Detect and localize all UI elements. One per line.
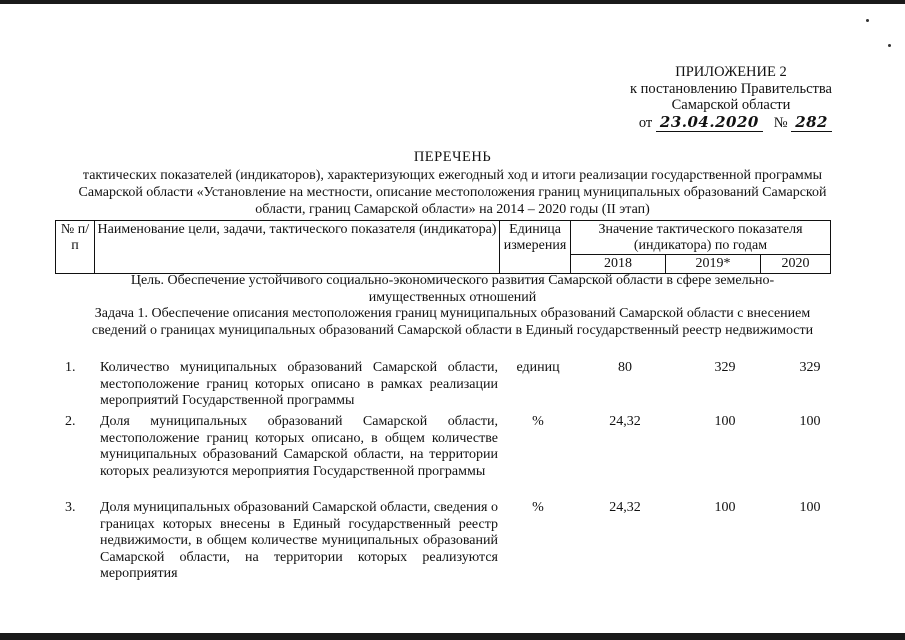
row-value-2019: 329 xyxy=(714,360,736,375)
col-header-num: № п/п xyxy=(56,221,95,274)
appendix-title: ПРИЛОЖЕНИЕ 2 xyxy=(675,64,787,80)
row-unit: % xyxy=(532,414,544,429)
scan-border-top xyxy=(0,0,905,4)
row-value-2020: 100 xyxy=(799,414,821,429)
row-name: Количество муниципальных образований Самарской области, местоположение границ которых описано в рамках реализации мероприятий Государственной программы xyxy=(100,360,498,408)
col-header-year-2020: 2020 xyxy=(761,255,831,274)
row-value-2020: 329 xyxy=(799,360,821,375)
row-num: 1. xyxy=(65,360,76,375)
goal-label: Цель. Обеспечение устойчивого социально-экономического развития Самарской области в сфере земельно-имущественных отношений xyxy=(130,273,775,305)
row-unit: единиц xyxy=(516,360,560,375)
document-title: ПЕРЕЧЕНЬ xyxy=(413,149,492,165)
row-value-2020: 100 xyxy=(799,500,821,515)
col-header-values-group: Значение тактического показателя (индикатора) по годам xyxy=(571,221,831,255)
row-value-2019: 100 xyxy=(714,500,736,515)
handwritten-date: 23.04.2020 xyxy=(656,113,763,132)
col-header-year-2019: 2019* xyxy=(666,255,761,274)
col-header-name: Наименование цели, задачи, тактического показателя (индикатора) xyxy=(95,221,500,274)
row-value-2018: 24,32 xyxy=(609,500,641,515)
col-header-year-2018: 2018 xyxy=(571,255,666,274)
number-prefix: № xyxy=(773,114,788,131)
row-num: 3. xyxy=(65,500,76,515)
appendix-line-region: Самарской области xyxy=(671,97,791,113)
appendix-block xyxy=(630,64,832,131)
handwritten-number: 282 xyxy=(791,113,832,132)
task-text xyxy=(0,306,905,339)
scan-border-bottom xyxy=(0,633,905,640)
indicators-table-header xyxy=(55,220,831,274)
document-subtitle: тактических показателей (индикаторов), характеризующих ежегодный ход и итоги реализации государственной программы Самарской области «Установление на местности, описание местоположения границ муниципальных образований Самарской области, границ Самарской области» на 2014 – 2020 годы (II этап) xyxy=(78,168,827,217)
col-header-unit: Единица измерения xyxy=(500,221,571,274)
appendix-line-resolution: к постановлению Правительства xyxy=(630,80,832,97)
appendix-date-line xyxy=(630,114,832,132)
date-prefix: от xyxy=(638,114,653,131)
task-label: Задача 1. Обеспечение описания местоположения границ муниципальных образований Самарской области с внесением сведений о границах муниципальных образований Самарской области в Единый государственный реестр недвижимости xyxy=(91,306,814,338)
goal-text xyxy=(0,273,905,306)
row-num: 2. xyxy=(65,414,76,429)
row-unit: % xyxy=(532,500,544,515)
row-value-2018: 24,32 xyxy=(609,414,641,429)
row-name: Доля муниципальных образований Самарской области, местоположение границ которых описано, в общем количестве муниципальных образований Самарской области, на территории которых реализуются мероприятия Государственной программы xyxy=(100,414,498,479)
scan-speck xyxy=(866,19,869,22)
row-value-2018: 80 xyxy=(618,360,632,375)
scan-speck xyxy=(888,44,891,47)
row-name: Доля муниципальных образований Самарской области, сведения о границах которых внесены в Единый государственный реестр недвижимости, в общем количестве муниципальных образований Самарской области, на территории которых реализуются мероприятия xyxy=(100,500,498,581)
row-value-2019: 100 xyxy=(714,414,736,429)
